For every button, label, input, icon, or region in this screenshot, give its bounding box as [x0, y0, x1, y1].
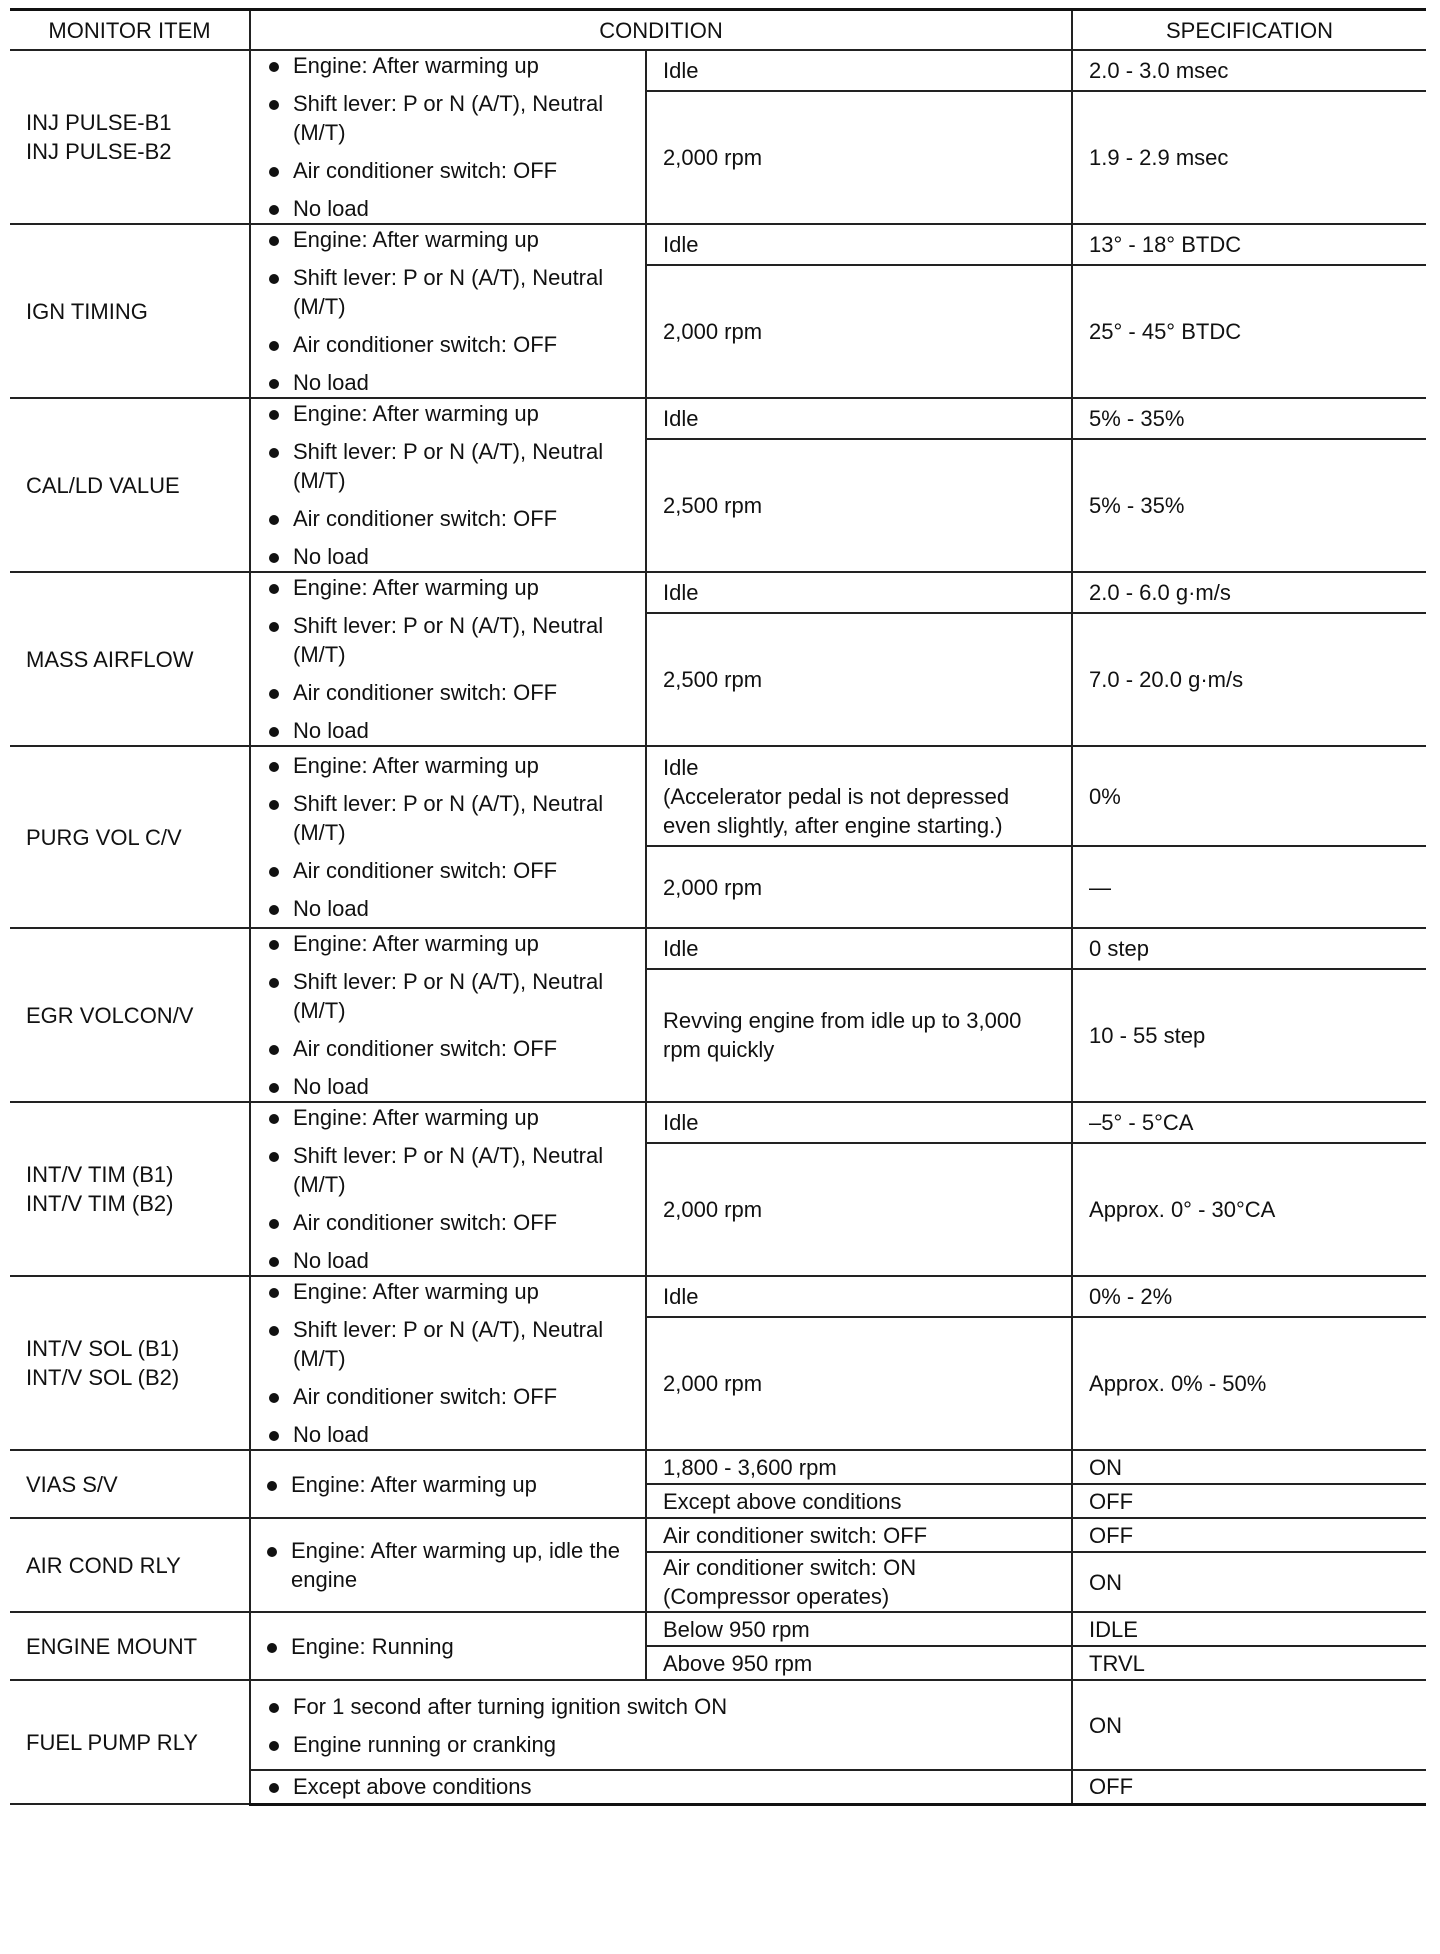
condition-bullet: No load — [267, 542, 629, 571]
sub-condition: 2,000 rpm — [646, 1317, 1072, 1450]
condition-bullets — [250, 746, 646, 928]
condition-bullet: Shift lever: P or N (A/T), Neutral (M/T) — [267, 611, 629, 669]
sub-condition: Idle — [646, 572, 1072, 613]
specification-value: 2.0 - 6.0 g·m/s — [1072, 572, 1426, 613]
table-row — [10, 50, 1426, 91]
sub-condition-cell — [646, 746, 1072, 846]
monitor-item-cell — [10, 1102, 250, 1276]
condition-bullet: Engine: After warming up — [265, 1470, 629, 1499]
specification-value: 2.0 - 3.0 msec — [1072, 50, 1426, 91]
specification-value: 1.9 - 2.9 msec — [1072, 91, 1426, 224]
sub-condition: 2,500 rpm — [646, 613, 1072, 746]
monitor-item-name: EGR VOLCON/V — [26, 1002, 194, 1028]
specification-value: 5% - 35% — [1072, 398, 1426, 439]
sub-condition: Air conditioner switch: OFF — [646, 1518, 1072, 1552]
sub-condition: 2,500 rpm — [646, 439, 1072, 572]
specification-value: 0% — [1072, 746, 1426, 846]
sub-condition: Idle — [663, 754, 699, 780]
condition-bullet: For 1 second after turning ignition switch ON — [267, 1692, 1055, 1721]
sub-condition: 2,000 rpm — [646, 846, 1072, 928]
condition-bullets — [250, 398, 646, 572]
monitor-item-cell — [10, 224, 250, 398]
condition-bullet: Engine: After warming up — [267, 51, 629, 80]
condition-bullet: Engine: After warming up — [267, 225, 629, 254]
condition-bullet: Engine: Running — [265, 1632, 629, 1661]
specification-value: ON — [1072, 1680, 1426, 1770]
monitor-item-cell — [10, 1612, 250, 1680]
monitor-item-cell — [10, 746, 250, 928]
condition-bullets — [250, 50, 646, 224]
condition-bullet: Shift lever: P or N (A/T), Neutral (M/T) — [267, 263, 629, 321]
monitor-item-name: INT/V SOL (B1) — [26, 1336, 180, 1361]
sub-condition: Air conditioner switch: ON — [663, 1555, 917, 1580]
condition-bullets — [250, 1518, 646, 1612]
monitor-item-cell — [10, 1680, 250, 1804]
monitor-item-name: FUEL PUMP RLY — [26, 1729, 198, 1755]
condition-bullets — [250, 1102, 646, 1276]
monitor-item-name: INJ PULSE-B2 — [26, 139, 172, 164]
monitor-item-name: ENGINE MOUNT — [26, 1633, 198, 1659]
sub-condition: Idle — [646, 1102, 1072, 1143]
specification-value: — — [1072, 846, 1426, 928]
specification-value: Approx. 0° - 30°CA — [1072, 1143, 1426, 1276]
sub-condition: 2,000 rpm — [646, 91, 1072, 224]
sub-condition: Idle — [646, 1276, 1072, 1317]
sub-condition-note: (Compressor operates) — [663, 1584, 890, 1609]
table-row — [10, 928, 1426, 969]
sub-condition: Idle — [646, 50, 1072, 91]
sub-condition: Below 950 rpm — [646, 1612, 1072, 1646]
sub-condition: 2,000 rpm — [646, 1143, 1072, 1276]
specification-value: 25° - 45° BTDC — [1072, 265, 1426, 398]
condition-bullet: No load — [267, 1246, 629, 1275]
condition-bullet: Air conditioner switch: OFF — [267, 1034, 629, 1063]
header-row — [10, 10, 1426, 51]
table-row — [10, 1276, 1426, 1317]
condition-bullet: Engine: After warming up — [267, 1277, 629, 1306]
condition-bullets — [250, 1770, 1072, 1804]
monitor-item-name: VIAS S/V — [26, 1471, 118, 1497]
table-row — [10, 1680, 1426, 1770]
condition-bullet: No load — [267, 1420, 629, 1449]
monitor-item-cell — [10, 50, 250, 224]
sub-condition: Revving engine from idle up to 3,000 rpm quickly — [646, 969, 1072, 1102]
condition-bullet: Shift lever: P or N (A/T), Neutral (M/T) — [267, 89, 629, 147]
specification-value: 0 step — [1072, 928, 1426, 969]
sub-condition: Except above conditions — [646, 1484, 1072, 1518]
specification-value: OFF — [1072, 1518, 1426, 1552]
sub-condition: 2,000 rpm — [646, 265, 1072, 398]
condition-bullets — [250, 1612, 646, 1680]
monitor-item-name: PURG VOL C/V — [26, 824, 182, 850]
specification-value: 13° - 18° BTDC — [1072, 224, 1426, 265]
condition-bullet: Shift lever: P or N (A/T), Neutral (M/T) — [267, 789, 629, 847]
condition-bullet: Engine: After warming up — [267, 1103, 629, 1132]
table-row — [10, 572, 1426, 613]
condition-bullet: Shift lever: P or N (A/T), Neutral (M/T) — [267, 1315, 629, 1373]
condition-bullet: Engine running or cranking — [267, 1730, 1055, 1759]
monitor-item-name: INT/V TIM (B2) — [26, 1191, 174, 1216]
condition-bullet: No load — [267, 194, 629, 223]
specification-value: 7.0 - 20.0 g·m/s — [1072, 613, 1426, 746]
condition-bullet: Air conditioner switch: OFF — [267, 1208, 629, 1237]
monitor-item-cell — [10, 1518, 250, 1612]
condition-bullet: Engine: After warming up — [267, 929, 629, 958]
condition-bullet: Air conditioner switch: OFF — [267, 856, 629, 885]
sub-condition: Idle — [646, 398, 1072, 439]
specification-value: OFF — [1072, 1770, 1426, 1804]
specification-value: –5° - 5°CA — [1072, 1102, 1426, 1143]
monitor-item-name: MASS AIRFLOW — [26, 646, 194, 672]
condition-bullets — [250, 1450, 646, 1518]
table-row — [10, 1102, 1426, 1143]
condition-bullets — [250, 224, 646, 398]
condition-bullet: Shift lever: P or N (A/T), Neutral (M/T) — [267, 967, 629, 1025]
condition-bullet: No load — [267, 368, 629, 397]
table-row — [10, 224, 1426, 265]
sub-condition: Idle — [646, 224, 1072, 265]
condition-bullet: Except above conditions — [267, 1772, 1055, 1801]
condition-bullet: Engine: After warming up, idle the engine — [265, 1536, 629, 1594]
monitor-item-cell — [10, 1276, 250, 1450]
table-row — [10, 398, 1426, 439]
condition-bullet: Air conditioner switch: OFF — [267, 678, 629, 707]
sub-condition-cell — [646, 1552, 1072, 1612]
monitor-item-cell — [10, 572, 250, 746]
condition-bullet: Air conditioner switch: OFF — [267, 1382, 629, 1411]
specification-value: ON — [1072, 1552, 1426, 1612]
condition-bullet: No load — [267, 894, 629, 923]
table-row — [10, 746, 1426, 846]
table-row — [10, 1612, 1426, 1646]
header-specification: SPECIFICATION — [1072, 10, 1426, 51]
specification-value: TRVL — [1072, 1646, 1426, 1680]
sub-condition: Idle — [646, 928, 1072, 969]
condition-bullet: Engine: After warming up — [267, 751, 629, 780]
sub-condition-note: (Accelerator pedal is not depressed even slightly, after engine starting.) — [663, 783, 1010, 838]
specification-value: 10 - 55 step — [1072, 969, 1426, 1102]
table-row — [10, 1450, 1426, 1484]
specification-value: Approx. 0% - 50% — [1072, 1317, 1426, 1450]
monitor-item-cell — [10, 928, 250, 1102]
condition-bullet: Air conditioner switch: OFF — [267, 156, 629, 185]
condition-bullet: Shift lever: P or N (A/T), Neutral (M/T) — [267, 437, 629, 495]
condition-bullet: Air conditioner switch: OFF — [267, 330, 629, 359]
sub-condition: Above 950 rpm — [646, 1646, 1072, 1680]
monitor-item-cell — [10, 398, 250, 572]
sub-condition: 1,800 - 3,600 rpm — [646, 1450, 1072, 1484]
condition-bullet: Engine: After warming up — [267, 573, 629, 602]
monitor-item-name: CAL/LD VALUE — [26, 472, 180, 498]
condition-bullet: Engine: After warming up — [267, 399, 629, 428]
condition-bullet: Air conditioner switch: OFF — [267, 504, 629, 533]
condition-bullet: Shift lever: P or N (A/T), Neutral (M/T) — [267, 1141, 629, 1199]
monitor-item-name: AIR COND RLY — [26, 1552, 181, 1578]
monitor-spec-table — [10, 8, 1426, 1806]
specification-value: IDLE — [1072, 1612, 1426, 1646]
specification-value: 0% - 2% — [1072, 1276, 1426, 1317]
condition-bullet: No load — [267, 1072, 629, 1101]
header-monitor-item: MONITOR ITEM — [10, 10, 250, 51]
condition-bullet: No load — [267, 716, 629, 745]
monitor-item-cell — [10, 1450, 250, 1518]
monitor-item-name: INT/V TIM (B1) — [26, 1162, 174, 1187]
specification-value: 5% - 35% — [1072, 439, 1426, 572]
specification-value: ON — [1072, 1450, 1426, 1484]
condition-bullets — [250, 928, 646, 1102]
specification-value: OFF — [1072, 1484, 1426, 1518]
monitor-item-name: INJ PULSE-B1 — [26, 110, 172, 135]
condition-bullets — [250, 572, 646, 746]
condition-bullets — [250, 1276, 646, 1450]
condition-bullets — [250, 1680, 1072, 1770]
monitor-item-name: IGN TIMING — [26, 298, 148, 324]
header-condition: CONDITION — [250, 10, 1072, 51]
monitor-item-name: INT/V SOL (B2) — [26, 1365, 180, 1390]
table-row — [10, 1518, 1426, 1552]
